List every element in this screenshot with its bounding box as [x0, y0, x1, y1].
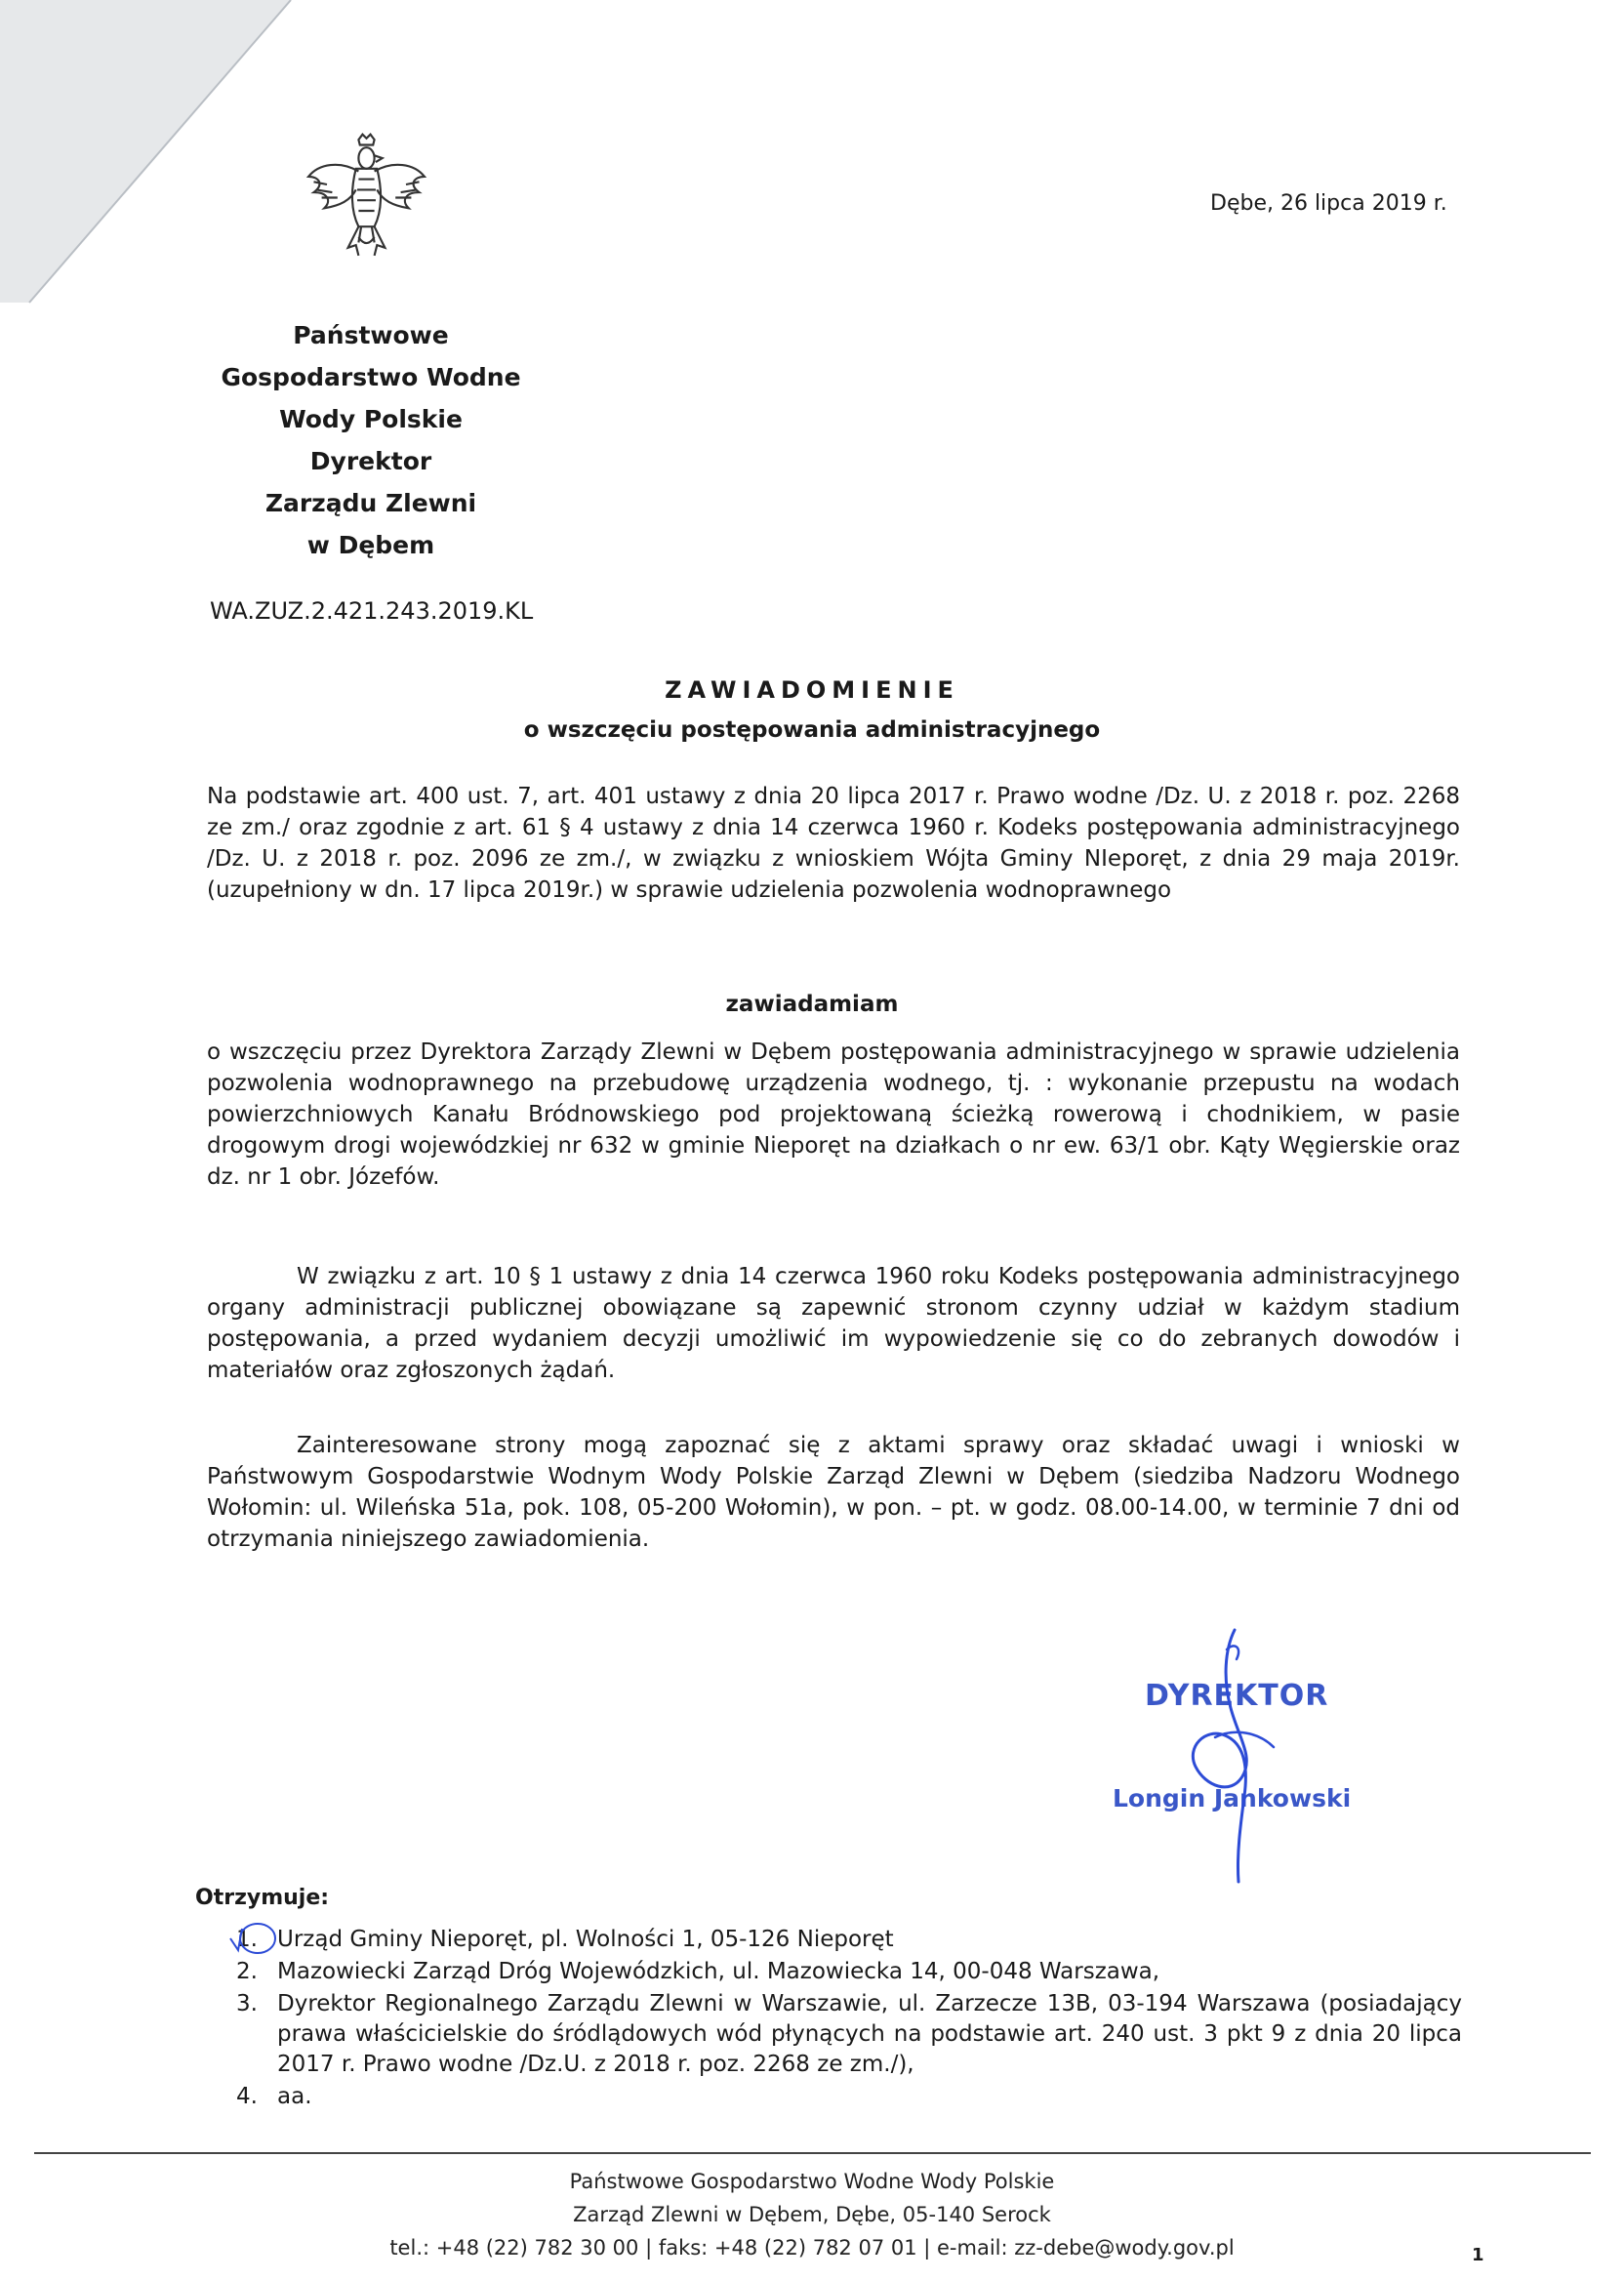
authority-line: Dyrektor — [309, 447, 432, 475]
footer-divider — [34, 2152, 1591, 2154]
page-footer — [0, 2165, 1624, 2264]
authority-line: w Dębem — [306, 531, 435, 559]
document-date: Dębe, 26 lipca 2019 r. — [1210, 191, 1447, 216]
recipient-number: 4. — [236, 2084, 258, 2109]
recipient-text: Urząd Gminy Nieporęt, pl. Wolności 1, 05-126 Nieporęt — [277, 1927, 894, 1952]
rights-paragraph: W związku z art. 10 § 1 ustawy z dnia 14 czerwca 1960 roku Kodeks postępowania administracyjnego organy administracji publicznej obowiązane są zapewnić stronom czynny udział w każdym stadium postępowania, a przed wydaniem decyzji umożliwić im wypowiedzenie się co do zebranych dowodów i materiałów oraz zgłoszonych żądań. — [207, 1264, 1460, 1383]
signature-title-stamp: DYREKTOR — [1145, 1679, 1329, 1713]
authority-line: Wody Polskie — [279, 405, 463, 433]
signature-name-stamp: Longin Jankowski — [1113, 1784, 1352, 1812]
decision-word: zawiadamiam — [725, 992, 899, 1017]
handwritten-signature-icon — [1166, 1620, 1293, 1889]
document-title: ZAWIADOMIENIE — [665, 676, 959, 704]
authority-line: Państwowe — [293, 321, 449, 349]
recipient-text: Mazowiecki Zarząd Dróg Wojewódzkich, ul. Mazowiecka 14, 00-048 Warszawa, — [277, 1959, 1160, 1984]
recipients-list — [217, 1925, 1462, 2114]
reference-number: WA.ZUZ.2.421.243.2019.KL — [210, 597, 534, 625]
recipient-number: 1. — [236, 1927, 258, 1952]
recipient-number: 2. — [236, 1959, 258, 1984]
handwritten-check-circle-icon — [228, 1919, 279, 1958]
polish-eagle-emblem-icon — [301, 132, 432, 264]
recipient-text: aa. — [277, 2084, 312, 2109]
footer-contact-line: tel.: +48 (22) 782 30 00 | faks: +48 (22) 782 07 01 | e-mail: zz-debe@wody.gov.pl — [389, 2236, 1235, 2260]
scan-corner-shadow — [0, 0, 293, 312]
list-item — [217, 2082, 1462, 2112]
authority-line: Gospodarstwo Wodne — [221, 363, 521, 391]
footer-line: Zarząd Zlewni w Dębem, Dębe, 05-140 Serock — [573, 2203, 1051, 2226]
recipients-heading: Otrzymuje: — [195, 1886, 330, 1910]
decision-paragraph: o wszczęciu przez Dyrektora Zarządy Zlewni w Dębem postępowania administracyjnego w sprawie udzielenia pozwolenia wodnoprawnego na przebudowę urządzenia wodnego, tj. : wykonanie przepustu na wodach powierzchniowych Kanału Bródnowskiego pod projektowaną ścieżką rowerową i chodnikiem, w pasie drogowym drogi wojewódzkiej nr 632 w gminie Nieporęt na działkach o nr ew. 63/1 obr. Kąty Węgierskie oraz dz. nr 1 obr. Józefów. — [207, 1039, 1460, 1190]
intro-paragraph: Na podstawie art. 400 ust. 7, art. 401 ustawy z dnia 20 lipca 2017 r. Prawo wodne /Dz. U. z 2018 r. poz. 2268 ze zm./ oraz zgodnie z art. 61 § 4 ustawy z dnia 14 czerwca 1960 r. Kodeks postępowania administracyjnego /Dz. U. z 2018 r. poz. 2096 ze zm./, w związku z wnioskiem Wójta Gminy NIeporęt, z dnia 29 maja 2019r. (uzupełniony w dn. 17 lipca 2019r.) w sprawie udzielenia pozwolenia wodnoprawnego — [207, 784, 1460, 903]
footer-line: Państwowe Gospodarstwo Wodne Wody Polskie — [569, 2170, 1055, 2193]
authority-line: Zarządu Zlewni — [264, 489, 477, 517]
list-item — [217, 1989, 1462, 2080]
list-item — [217, 1925, 1462, 1955]
access-paragraph: Zainteresowane strony mogą zapoznać się z aktami sprawy oraz składać uwagi i wnioski w Państwowym Gospodarstwie Wodnym Wody Polskie Zarząd Zlewni w Dębem (siedziba Nadzoru Wodnego Wołomin: ul. Wileńska 51a, pok. 108, 05-200 Wołomin), w pon. – pt. w godz. 08.00-14.00, w terminie 7 dni od otrzymania niniejszego zawiadomienia. — [207, 1433, 1460, 1552]
document-subtitle: o wszczęciu postępowania administracyjnego — [523, 717, 1101, 743]
list-item — [217, 1957, 1462, 1987]
recipient-text: Dyrektor Regionalnego Zarządu Zlewni w Warszawie, ul. Zarzecze 13B, 03-194 Warszawa (posiadający prawa właścicielskie do śródlądowych wód płynących na podstawie art. 240 ust. 3 pkt 9 z dnia 20 lipca 2017 r. Prawo wodne /Dz.U. z 2018 r. poz. 2268 ze zm./), — [277, 1991, 1462, 2077]
issuing-authority — [205, 314, 537, 566]
page-number: 1 — [1472, 2245, 1484, 2265]
recipient-number: 3. — [236, 1991, 258, 2016]
